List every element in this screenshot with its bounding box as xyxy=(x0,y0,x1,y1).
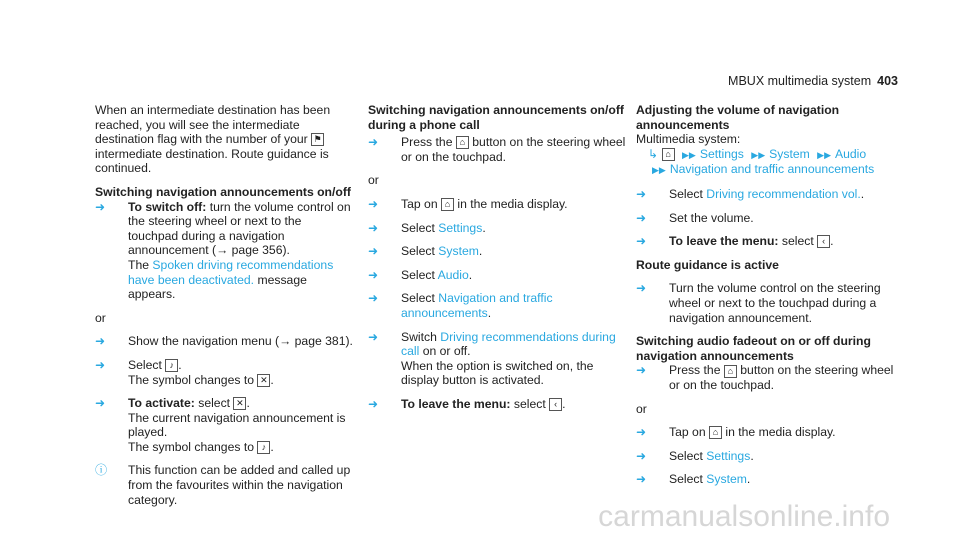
step-arrow-icon: ➜ xyxy=(636,234,647,249)
section-heading: Adjusting the volume of navigation announcements xyxy=(636,103,840,132)
step: ➜ Switch Driving recommendations during call on or off. When the option is switched on, the display button is activated. xyxy=(368,329,616,388)
intro-paragraph: When an intermediate destination has been reached, you will see the intermediate destination flag with the number of your ⚑ intermediate destination. Route guidance is continued. xyxy=(95,103,331,176)
step-arrow-icon: ➜ xyxy=(368,291,379,306)
driving-rec-vol-link: Driving recommendation vol. xyxy=(706,186,861,201)
settings-link: Settings xyxy=(438,220,483,235)
back-icon: ‹ xyxy=(817,235,830,248)
step: ➜ Turn the volume control on the steering wheel or next to the touchpad during a navigation announcement. xyxy=(636,281,881,325)
settings-link: Settings xyxy=(706,448,751,463)
menu-path: ↳ ⌂ ▶▶ Settings ▶▶ System ▶▶ Audio ▶▶ Navigation and traffic announcements xyxy=(648,146,875,177)
home-icon: ⌂ xyxy=(709,426,722,439)
path-separator-icon: ▶▶ xyxy=(817,149,831,160)
back-icon: ‹ xyxy=(549,398,562,411)
step-arrow-icon: ➜ xyxy=(368,220,379,235)
or-text: or xyxy=(368,173,379,188)
step-arrow-icon: ➜ xyxy=(368,396,379,411)
step-arrow-icon: ➜ xyxy=(95,396,106,411)
system-link: System xyxy=(706,472,747,487)
step-arrow-icon: ➜ xyxy=(636,186,647,201)
system-link: System xyxy=(438,244,479,259)
path-separator-icon: ▶▶ xyxy=(682,149,696,160)
step: ➜ To leave the menu: select ‹ . xyxy=(368,396,566,411)
home-icon: ⌂ xyxy=(456,136,469,149)
message-link: Spoken driving recommendations have been deactivated. xyxy=(128,257,334,287)
flag-icon: ⚑ xyxy=(311,133,324,146)
section-heading: Route guidance is active xyxy=(636,257,779,272)
speaker-on-icon: ♪ xyxy=(257,441,270,454)
step-arrow-icon: ➜ xyxy=(368,329,379,344)
home-icon: ⌂ xyxy=(662,148,675,161)
step-arrow-icon: ➜ xyxy=(95,357,106,372)
home-icon: ⌂ xyxy=(724,365,737,378)
step-arrow-icon: ➜ xyxy=(636,425,647,440)
speaker-on-icon: ♪ xyxy=(165,359,178,372)
step: ➜ To leave the menu: select ‹ . xyxy=(636,234,834,249)
watermark: carmanualsonline.info xyxy=(598,500,890,533)
step: ➜ To activate: select ✕ . The current navigation announcement is played. The symbol changes to ♪ . xyxy=(95,396,346,454)
or-text: or xyxy=(95,310,106,325)
step: ➜ Select System. xyxy=(636,472,751,487)
step: ➜ Tap on ⌂ in the media display. xyxy=(636,425,836,440)
step: ➜ Select Driving recommendation vol.. xyxy=(636,186,865,201)
home-icon: ⌂ xyxy=(441,198,454,211)
step-arrow-icon: ➜ xyxy=(636,281,647,296)
column-3 xyxy=(636,103,898,496)
or-text: or xyxy=(636,401,647,416)
info-note: ⓘ This function can be added and called up from the favourites within the navigation category. xyxy=(95,463,351,507)
step-arrow-icon: ➜ xyxy=(636,210,647,225)
step-arrow-icon: ➜ xyxy=(368,196,379,211)
page-header xyxy=(728,74,898,89)
step-arrow-icon: ➜ xyxy=(636,472,647,487)
step-arrow-icon: ➜ xyxy=(368,267,379,282)
step: ➜ Select Settings. xyxy=(368,220,486,235)
column-1 xyxy=(95,103,353,507)
step: ➜ To switch off: turn the volume control on the steering wheel or next to the touchpad during a navigation announcement (→ page 356). The Spoken driving recommendations have been deactivated. message appears. xyxy=(95,199,351,302)
step-arrow-icon: ➜ xyxy=(368,244,379,259)
step-arrow-icon: ➜ xyxy=(95,334,106,349)
step: ➜ Select Audio. xyxy=(368,267,473,282)
step: ➜ Press the ⌂ button on the steering wheel or on the touchpad. xyxy=(636,363,894,392)
page-number: 403 xyxy=(877,74,898,88)
system-label: Multimedia system: xyxy=(636,132,741,147)
path-separator-icon: ▶▶ xyxy=(751,149,766,160)
section-heading: Switching navigation announcements on/off during a phone call xyxy=(368,103,624,132)
nav-traffic-link: Navigation and traffic announcements xyxy=(401,291,553,320)
step-arrow-icon: ➜ xyxy=(95,199,106,214)
path-separator-icon: ▶▶ xyxy=(652,165,666,176)
driving-rec-call-link: Driving recommendations during call xyxy=(401,329,616,359)
step: ➜ Tap on ⌂ in the media display. xyxy=(368,196,568,211)
audio-link: Audio xyxy=(437,267,469,282)
step-arrow-icon: ➜ xyxy=(636,448,647,463)
speaker-off-icon: ✕ xyxy=(257,374,270,387)
section-heading: Switching audio fadeout on or off during navigation announcements xyxy=(636,334,871,363)
step-arrow-icon: ➜ xyxy=(636,363,647,378)
section-heading: Switching navigation announcements on/off xyxy=(95,184,351,199)
info-icon: ⓘ xyxy=(95,463,108,478)
step-arrow-icon: ➜ xyxy=(368,135,379,150)
step: ➜ Select Navigation and traffic announcements. xyxy=(368,291,553,320)
header-title: MBUX multimedia system xyxy=(728,74,872,88)
path-arrow-icon: ↳ xyxy=(648,146,659,161)
step: ➜ Select Settings. xyxy=(636,448,754,463)
column-2 xyxy=(368,103,626,421)
speaker-off-icon: ✕ xyxy=(233,397,246,410)
step: ➜ Show the navigation menu (→ page 381). xyxy=(95,334,353,349)
step: ➜ Press the ⌂ button on the steering wheel or on the touchpad. xyxy=(368,135,626,164)
step: ➜ Select System. xyxy=(368,244,483,259)
step: ➜ Select ♪ . The symbol changes to ✕ . xyxy=(95,357,274,387)
step: ➜ Set the volume. xyxy=(636,210,754,225)
